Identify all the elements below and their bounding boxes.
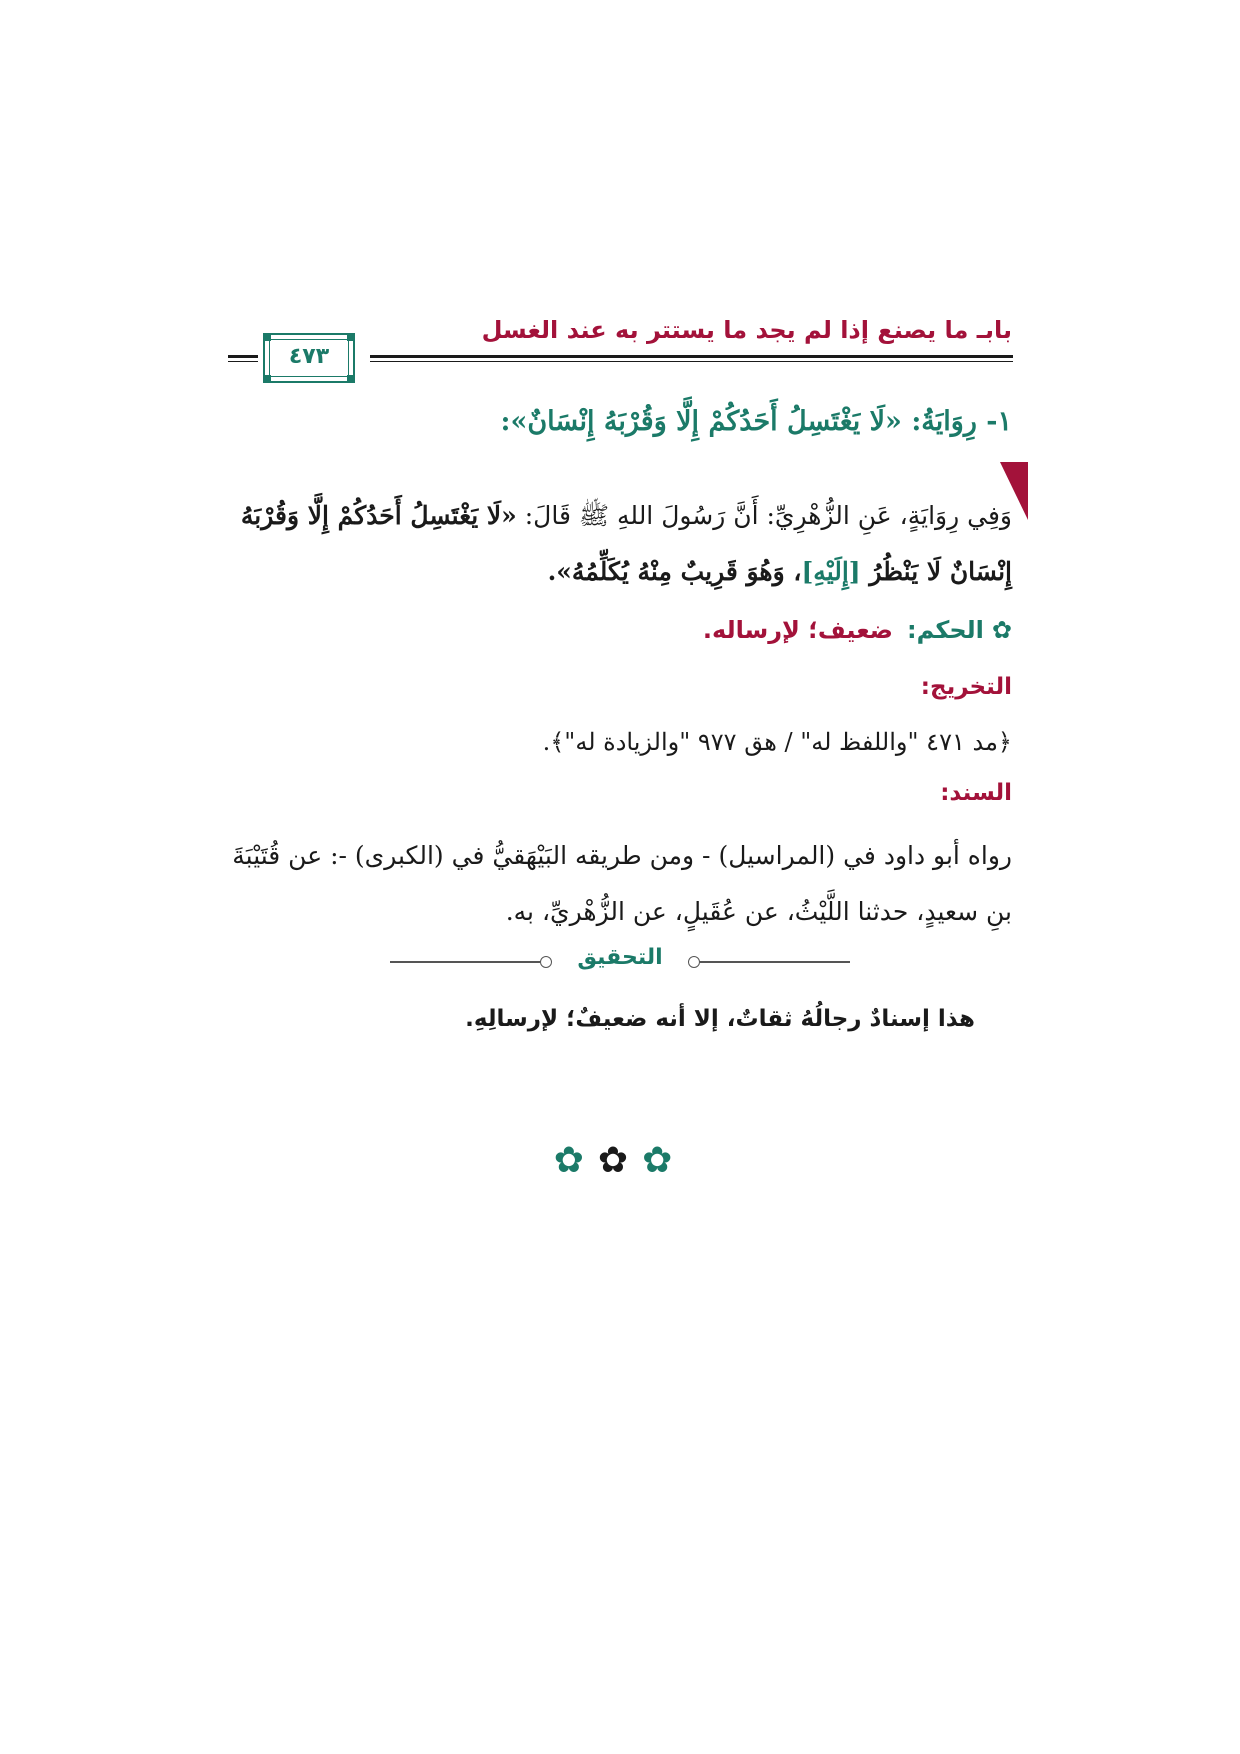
narration-bracket: [إِلَيْهِ]	[801, 557, 861, 586]
header-rule	[370, 355, 1013, 358]
ruling-line	[312, 616, 1012, 644]
flower-icon: ✿	[642, 1140, 687, 1181]
section-title: ١- رِوَايَةُ: «لَا يَغْتَسِلُ أَحَدُكُمْ إِلَّا وَقُرْبَهُ إِنْسَانٌ»:	[500, 406, 1012, 437]
header-rule-thin	[370, 361, 1013, 362]
header-rule-left-thin	[228, 361, 258, 362]
takhrij-heading: التخريج:	[920, 674, 1012, 700]
narration-intro: وَفِي رِوَايَةٍ، عَنِ الزُّهْرِيِّ: أَنَّ رَسُولَ اللهِ ﷺ قَالَ:	[516, 501, 1012, 530]
header-rule-left	[228, 355, 258, 358]
takhrij-text: ﴿مد ٤٧١ "واللفظ له" / هق ٩٧٧ "والزيادة له"﴾.	[542, 728, 1012, 756]
page-number: ٤٧٣	[288, 344, 330, 369]
page-number-frame	[263, 333, 355, 383]
tahqiq-heading: التحقيق	[577, 945, 663, 970]
tahqiq-divider	[390, 945, 850, 975]
end-ornaments	[520, 1140, 720, 1181]
sanad-text: رواه أبو داود في (المراسيل) - ومن طريقه البَيْهَقيُّ في (الكبرى) -: عن قُتَيْبَةَ بنِ سعيدٍ، حدثنا اللَّيْثُ، عن عُقَيلٍ، عن الزُّهْريِّ، به.	[232, 841, 1012, 926]
flower-icon: ✿	[597, 1140, 643, 1181]
flower-icon: ✿	[991, 616, 1012, 644]
running-title: بابـ ما يصنع إذا لم يجد ما يستتر به عند الغسل	[481, 316, 1012, 344]
tahqiq-conclusion: هذا إسنادٌ رجالُهُ ثقاتٌ، إلا أنه ضعيفٌ؛ لإرسالِهِ.	[465, 1006, 975, 1032]
hadith-narration	[232, 488, 1012, 600]
ruling-text: ضعيف؛ لإرساله.	[702, 616, 893, 644]
flower-icon: ✿	[553, 1140, 598, 1181]
ruling-label: الحكم:	[906, 616, 984, 644]
narration-quote: «لَا يَغْتَسِلُ أَحَدُكُمْ إِلَّا وَقُرْبَهُ إِنْسَانٌ لَا يَنْظُرُ [إِلَيْهِ]، وَهُوَ قَرِيبٌ مِنْهُ يُكَلِّمُهُ».	[240, 501, 1012, 586]
sanad-heading: السند:	[940, 780, 1012, 806]
